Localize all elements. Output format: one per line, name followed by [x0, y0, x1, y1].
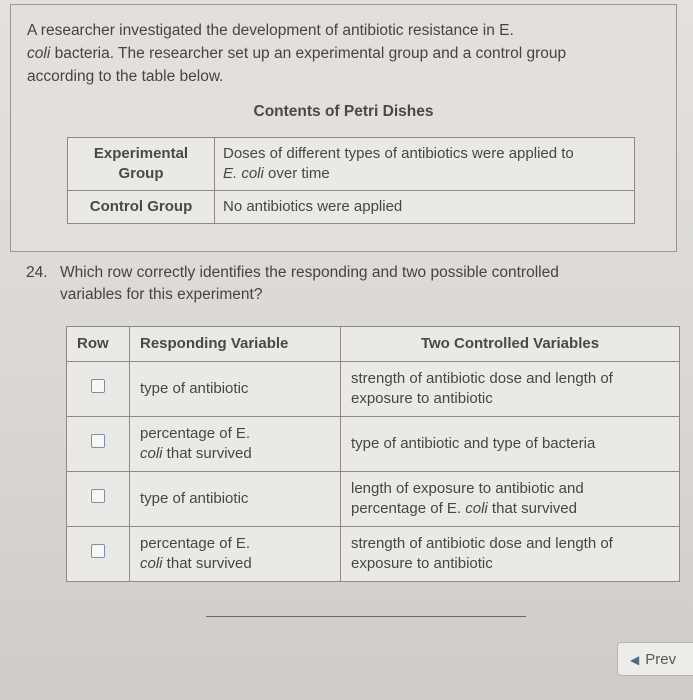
checkbox-icon[interactable] — [91, 544, 105, 558]
answer-header-row — [67, 327, 680, 362]
passage-box — [10, 4, 677, 252]
experimental-group-contents: Doses of different types of antibiotics were applied to E. coli over time — [215, 138, 635, 191]
passage-line-2: bacteria. The researcher set up an experimental group and a control group — [50, 45, 567, 62]
control-group-label: Control Group — [68, 191, 215, 224]
question-line-2: variables for this experiment? — [60, 286, 263, 303]
answer-row-4[interactable] — [67, 527, 680, 582]
answer-row-1-responding: type of antibiotic — [130, 362, 341, 417]
header-responding-variable: Responding Variable — [130, 327, 341, 362]
answer-row-3[interactable] — [67, 472, 680, 527]
passage-line-1: A researcher investigated the development of antibiotic resistance in E. — [27, 22, 514, 39]
answer-table — [66, 326, 680, 582]
control-group-contents: No antibiotics were applied — [215, 191, 635, 224]
checkbox-icon[interactable] — [91, 489, 105, 503]
answer-row-2-controlled: type of antibiotic and type of bacteria — [341, 417, 680, 472]
petri-row-experimental — [68, 138, 635, 191]
question-line-1: Which row correctly identifies the responding and two possible controlled — [60, 264, 559, 281]
answer-row-3-select[interactable] — [67, 472, 130, 527]
answer-row-3-responding: type of antibiotic — [130, 472, 341, 527]
header-row: Row — [67, 327, 130, 362]
answer-blank-line — [206, 616, 526, 617]
prev-button[interactable] — [617, 642, 693, 676]
question-number: 24. — [26, 264, 48, 281]
petri-table — [67, 137, 635, 224]
prev-button-label: Prev — [645, 651, 677, 668]
answer-row-4-responding: percentage of E. coli that survived — [130, 527, 341, 582]
header-two-controlled-variables: Two Controlled Variables — [341, 327, 680, 362]
experimental-group-label: Experimental Group — [68, 138, 215, 191]
checkbox-icon[interactable] — [91, 379, 105, 393]
passage-text — [27, 19, 657, 88]
petri-row-control — [68, 191, 635, 224]
checkbox-icon[interactable] — [91, 434, 105, 448]
left-triangle-icon: ◀ — [630, 653, 640, 667]
answer-row-2[interactable] — [67, 417, 680, 472]
answer-row-4-select[interactable] — [67, 527, 130, 582]
question-24 — [26, 262, 646, 306]
passage-italic-coli: coli — [27, 45, 51, 62]
answer-row-1-controlled: strength of antibiotic dose and length of exposure to antibiotic — [341, 362, 680, 417]
answer-row-1[interactable] — [67, 362, 680, 417]
answer-row-4-controlled: strength of antibiotic dose and length of exposure to antibiotic — [341, 527, 680, 582]
answer-row-1-select[interactable] — [67, 362, 130, 417]
passage-line-3: according to the table below. — [27, 68, 224, 85]
answer-row-2-responding: percentage of E. coli that survived — [130, 417, 341, 472]
answer-row-2-select[interactable] — [67, 417, 130, 472]
petri-table-title: Contents of Petri Dishes — [253, 103, 434, 120]
answer-row-3-controlled: length of exposure to antibiotic and percentage of E. coli that survived — [341, 472, 680, 527]
